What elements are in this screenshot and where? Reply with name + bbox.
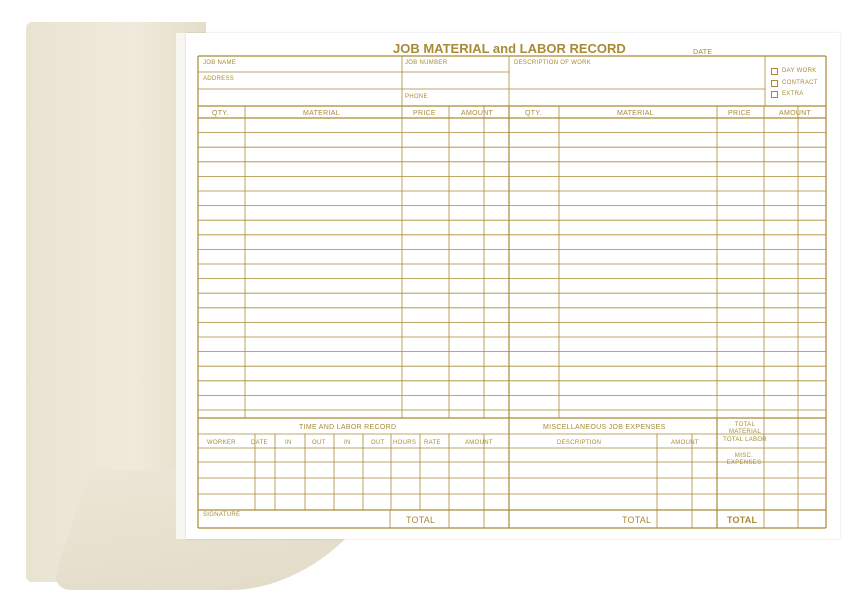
signature-label: SIGNATURE: [203, 512, 241, 518]
job-name-label: JOB NAME: [203, 60, 237, 66]
hours-header: HOURS: [393, 440, 417, 446]
amount-header-right: AMOUNT: [779, 110, 812, 117]
worker-header: WORKER: [207, 440, 236, 446]
date-label: DATE: [693, 49, 713, 56]
misc-amount-header: AMOUNT: [671, 440, 699, 446]
misc-expenses-label: MISC. EXPENSES: [726, 453, 762, 466]
time-labor-title: TIME AND LABOR RECORD: [299, 424, 397, 431]
in-header-1: IN: [285, 440, 292, 446]
material-header-left: MATERIAL: [303, 110, 340, 117]
phone-label: PHONE: [405, 94, 428, 100]
rate-header: RATE: [424, 440, 441, 446]
contract-label: CONTRACT: [782, 80, 818, 86]
out-header-2: OUT: [371, 440, 385, 446]
price-header-right: PRICE: [728, 110, 751, 117]
extra-checkbox[interactable]: [771, 91, 778, 98]
out-header-1: OUT: [312, 440, 326, 446]
qty-header-right: QTY.: [525, 110, 542, 117]
date-header: DATE: [251, 440, 268, 446]
qty-header-left: QTY.: [212, 110, 229, 117]
extra-label: EXTRA: [782, 91, 804, 97]
address-label: ADDRESS: [203, 76, 235, 82]
job-record-form: [197, 38, 827, 530]
form-title: JOB MATERIAL and LABOR RECORD: [393, 41, 626, 56]
total-labor-label: TOTAL LABOR: [723, 437, 767, 443]
day-work-label: DAY WORK: [782, 68, 817, 74]
material-header-right: MATERIAL: [617, 110, 654, 117]
labor-total-label: TOTAL: [406, 515, 436, 525]
contract-checkbox[interactable]: [771, 80, 778, 87]
grand-total-label: TOTAL: [727, 515, 758, 525]
total-material-label: TOTAL MATERIAL: [729, 422, 761, 435]
amount-header-left: AMOUNT: [461, 110, 494, 117]
price-header-left: PRICE: [413, 110, 436, 117]
job-number-label: JOB NUMBER: [405, 60, 448, 66]
in-header-2: IN: [344, 440, 351, 446]
day-work-checkbox[interactable]: [771, 68, 778, 75]
misc-total-label: TOTAL: [622, 515, 652, 525]
labor-amount-header: AMOUNT: [465, 440, 493, 446]
misc-expenses-title: MISCELLANEOUS JOB EXPENSES: [543, 424, 666, 431]
description-of-work-label: DESCRIPTION OF WORK: [514, 60, 592, 66]
misc-description-header: DESCRIPTION: [557, 440, 602, 446]
